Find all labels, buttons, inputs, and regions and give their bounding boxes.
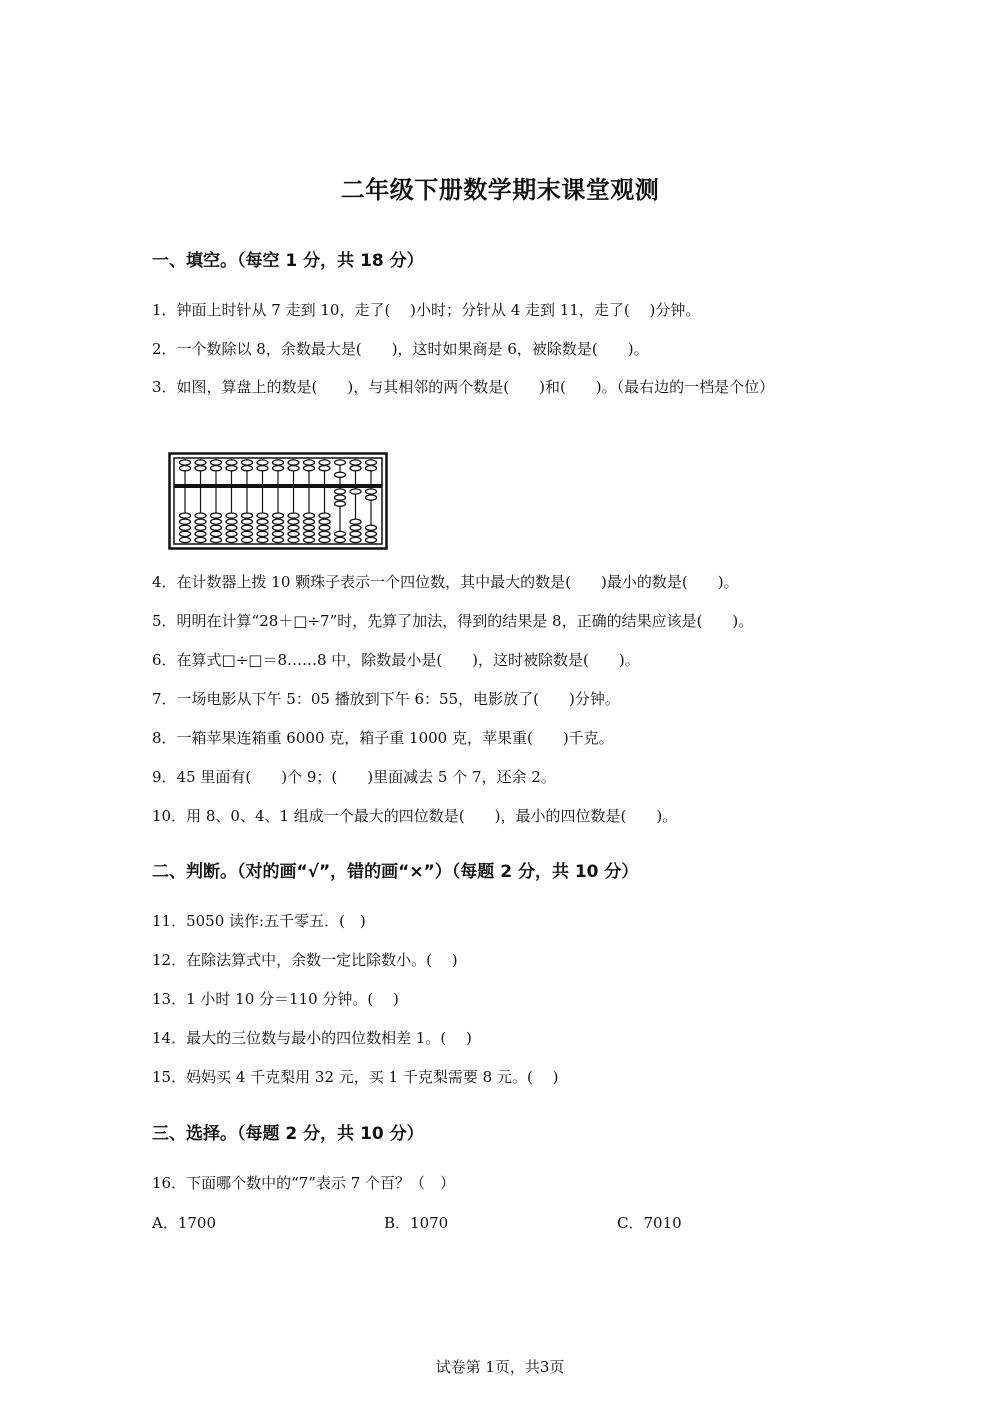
abacus-lower-bead <box>242 519 253 524</box>
question-12: 12．在除法算式中，余数一定比除数小。( ) <box>152 951 458 969</box>
abacus-lower-bead <box>304 537 315 542</box>
abacus-lower-bead <box>257 519 268 524</box>
abacus-figure <box>168 452 388 550</box>
abacus-upper-bead <box>257 466 268 471</box>
section-heading-fill-blank: 一、填空。（每空 1 分，共 18 分） <box>152 251 424 271</box>
option-a: A．1700 <box>152 1214 217 1232</box>
abacus-lower-bead <box>273 519 284 524</box>
abacus-lower-bead <box>211 513 222 518</box>
abacus-lower-bead <box>319 525 330 530</box>
abacus-lower-bead <box>226 525 237 530</box>
abacus-lower-bead <box>242 531 253 536</box>
abacus-lower-bead <box>211 525 222 530</box>
abacus-lower-bead <box>350 489 361 494</box>
abacus-lower-bead <box>335 495 346 500</box>
question-3: 3．如图，算盘上的数是( )，与其相邻的两个数是( )和( )。（最右边的一档是个位） <box>152 378 775 396</box>
abacus-lower-bead <box>366 495 377 500</box>
abacus-lower-bead <box>304 519 315 524</box>
abacus-lower-bead <box>273 531 284 536</box>
question-15: 15．妈妈买 4 千克梨用 32 元，买 1 千克梨需要 8 元。( ) <box>152 1068 559 1086</box>
abacus-lower-bead <box>180 525 191 530</box>
abacus-lower-bead <box>319 531 330 536</box>
question-10: 10．用 8、0、4、1 组成一个最大的四位数是( )，最小的四位数是( )。 <box>152 807 678 825</box>
abacus-lower-bead <box>273 513 284 518</box>
abacus-lower-bead <box>195 531 206 536</box>
abacus-upper-bead <box>319 460 330 465</box>
abacus-lower-bead <box>288 513 299 518</box>
abacus-upper-bead <box>288 460 299 465</box>
question-9: 9．45 里面有( )个 9；( )里面减去 5 个 7，还余 2。 <box>152 768 556 786</box>
abacus-upper-bead <box>319 466 330 471</box>
abacus-lower-bead <box>273 537 284 542</box>
abacus-lower-bead <box>195 537 206 542</box>
abacus-lower-bead <box>226 537 237 542</box>
abacus-lower-bead <box>242 525 253 530</box>
abacus-upper-bead <box>195 460 206 465</box>
abacus-lower-bead <box>319 537 330 542</box>
abacus-lower-bead <box>195 513 206 518</box>
abacus-lower-bead <box>304 531 315 536</box>
question-2: 2．一个数除以 8，余数最大是( )，这时如果商是 6，被除数是( )。 <box>152 340 649 358</box>
abacus-lower-bead <box>180 519 191 524</box>
abacus-lower-bead <box>350 531 361 536</box>
abacus-upper-bead <box>304 466 315 471</box>
abacus-lower-bead <box>195 525 206 530</box>
abacus-upper-bead <box>304 460 315 465</box>
abacus-lower-bead <box>335 537 346 542</box>
question-11: 11．5050 读作:五千零五．( ) <box>152 912 366 930</box>
option-b: B．1070 <box>384 1214 449 1232</box>
abacus-upper-bead <box>180 460 191 465</box>
question-16: 16．下面哪个数中的“7”表示 7 个百？（ ） <box>152 1174 456 1192</box>
abacus-upper-bead <box>273 466 284 471</box>
abacus-lower-bead <box>226 513 237 518</box>
abacus-lower-bead <box>257 537 268 542</box>
abacus-lower-bead <box>226 531 237 536</box>
abacus-upper-bead <box>366 466 377 471</box>
option-c: C．7010 <box>617 1214 682 1232</box>
abacus-lower-bead <box>335 501 346 506</box>
question-4: 4．在计数器上拨 10 颗珠子表示一个四位数，其中最大的数是( )最小的数是( )。 <box>152 573 739 591</box>
abacus-lower-bead <box>257 525 268 530</box>
abacus-upper-bead <box>350 460 361 465</box>
abacus-lower-bead <box>319 519 330 524</box>
question-6: 6．在算式□÷□＝8……8 中，除数最小是( )，这时被除数是( )。 <box>152 651 640 669</box>
abacus-lower-bead <box>180 513 191 518</box>
abacus-upper-bead <box>180 466 191 471</box>
abacus-lower-bead <box>288 531 299 536</box>
abacus-lower-bead <box>366 537 377 542</box>
abacus-lower-bead <box>366 531 377 536</box>
abacus-upper-bead <box>242 466 253 471</box>
abacus-upper-bead <box>273 460 284 465</box>
abacus-lower-bead <box>350 519 361 524</box>
abacus-lower-bead <box>350 525 361 530</box>
question-8: 8．一箱苹果连箱重 6000 克，箱子重 1000 克，苹果重( )千克。 <box>152 729 614 747</box>
abacus-lower-bead <box>366 489 377 494</box>
abacus-upper-bead <box>335 460 346 465</box>
abacus-lower-bead <box>304 525 315 530</box>
abacus-lower-bead <box>257 513 268 518</box>
page-title: 二年级下册数学期末课堂观测 <box>340 176 660 204</box>
abacus-lower-bead <box>195 519 206 524</box>
abacus-lower-bead <box>257 531 268 536</box>
abacus-upper-bead <box>195 466 206 471</box>
abacus-lower-bead <box>335 531 346 536</box>
question-14: 14．最大的三位数与最小的四位数相差 1。( ) <box>152 1029 472 1047</box>
abacus-upper-bead <box>335 472 346 477</box>
abacus-upper-bead <box>366 460 377 465</box>
abacus-upper-bead <box>257 460 268 465</box>
question-5: 5．明明在计算“28＋□÷7”时，先算了加法，得到的结果是 8，正确的结果应该是( )。 <box>152 612 754 630</box>
abacus-lower-bead <box>226 519 237 524</box>
abacus-upper-bead <box>226 460 237 465</box>
section-heading-choice: 三、选择。（每题 2 分，共 10 分） <box>152 1124 424 1144</box>
abacus-lower-bead <box>242 537 253 542</box>
abacus-lower-bead <box>211 537 222 542</box>
abacus-lower-bead <box>366 525 377 530</box>
question-13: 13．1 小时 10 分＝110 分钟。( ) <box>152 990 399 1008</box>
abacus-upper-bead <box>288 466 299 471</box>
question-1: 1．钟面上时针从 7 走到 10，走了( )小时；分针从 4 走到 11，走了( )分钟。 <box>152 301 701 319</box>
abacus-lower-bead <box>350 537 361 542</box>
abacus-upper-bead <box>242 460 253 465</box>
abacus-lower-bead <box>180 537 191 542</box>
question-7: 7．一场电影从下午 5：05 播放到下午 6：55，电影放了( )分钟。 <box>152 690 620 708</box>
abacus-lower-bead <box>335 489 346 494</box>
abacus-lower-bead <box>304 513 315 518</box>
abacus-lower-bead <box>288 525 299 530</box>
abacus-lower-bead <box>211 531 222 536</box>
abacus-upper-bead <box>226 466 237 471</box>
abacus-lower-bead <box>180 531 191 536</box>
abacus-lower-bead <box>242 513 253 518</box>
abacus-upper-bead <box>211 460 222 465</box>
abacus-upper-bead <box>350 466 361 471</box>
abacus-lower-bead <box>288 519 299 524</box>
abacus-upper-bead <box>211 466 222 471</box>
abacus-lower-bead <box>319 513 330 518</box>
abacus-lower-bead <box>211 519 222 524</box>
abacus-lower-bead <box>288 537 299 542</box>
section-heading-true-false: 二、判断。（对的画“√”，错的画“×”）（每题 2 分，共 10 分） <box>152 862 639 882</box>
abacus-lower-bead <box>273 525 284 530</box>
page-footer: 试卷第 1页，共3页 <box>435 1358 565 1376</box>
